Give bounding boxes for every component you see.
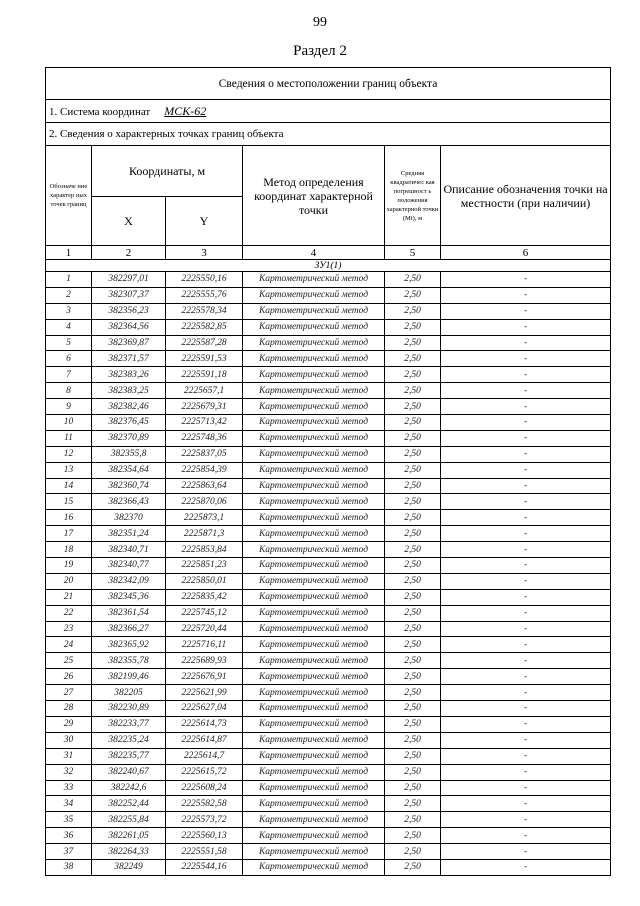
- cell-y: 2225745,12: [166, 605, 243, 621]
- cell-point-number: 10: [46, 415, 92, 431]
- cell-accuracy: 2,50: [385, 716, 441, 732]
- group-label: ЗУ1(1): [46, 260, 611, 272]
- cell-method: Картометрический метод: [243, 303, 385, 319]
- cell-y: 2225560,13: [166, 828, 243, 844]
- cell-point-number: 37: [46, 844, 92, 860]
- cell-y: 2225591,53: [166, 351, 243, 367]
- cell-x: 382366,27: [92, 621, 166, 637]
- cell-description: -: [441, 510, 611, 526]
- coordinate-system-label: 1. Система координат: [49, 105, 151, 118]
- cell-x: 382261,05: [92, 828, 166, 844]
- cell-point-number: 33: [46, 780, 92, 796]
- cell-method: Картометрический метод: [243, 367, 385, 383]
- header-point-designation: Обозначе ние характер ных точек границ: [46, 146, 92, 246]
- cell-y: 2225627,04: [166, 701, 243, 717]
- cell-x: 382351,24: [92, 526, 166, 542]
- header-method: Метод определения координат характерной точки: [243, 146, 385, 246]
- cell-method: Картометрический метод: [243, 637, 385, 653]
- cell-method: Картометрический метод: [243, 844, 385, 860]
- table-row: [46, 383, 611, 399]
- cell-method: Картометрический метод: [243, 430, 385, 446]
- cell-description: -: [441, 859, 611, 875]
- section-title: Раздел 2: [293, 43, 347, 59]
- cell-point-number: 25: [46, 653, 92, 669]
- cell-x: 382235,24: [92, 732, 166, 748]
- cell-accuracy: 2,50: [385, 367, 441, 383]
- cell-description: -: [441, 526, 611, 542]
- cell-description: -: [441, 605, 611, 621]
- table-row: [46, 478, 611, 494]
- cell-x: 382383,26: [92, 367, 166, 383]
- cell-x: 382307,37: [92, 287, 166, 303]
- cell-accuracy: 2,50: [385, 780, 441, 796]
- cell-description: -: [441, 732, 611, 748]
- table-row: [46, 542, 611, 558]
- cell-point-number: 32: [46, 764, 92, 780]
- table-row: [46, 589, 611, 605]
- cell-method: Картометрический метод: [243, 812, 385, 828]
- cell-accuracy: 2,50: [385, 494, 441, 510]
- group-row: [46, 260, 611, 272]
- cell-description: -: [441, 272, 611, 288]
- cell-x: 382355,8: [92, 446, 166, 462]
- cell-accuracy: 2,50: [385, 430, 441, 446]
- cell-accuracy: 2,50: [385, 542, 441, 558]
- cell-accuracy: 2,50: [385, 701, 441, 717]
- cell-y: 2225748,36: [166, 430, 243, 446]
- table-row: [46, 351, 611, 367]
- page-number: 99: [313, 15, 327, 30]
- table-row: [46, 287, 611, 303]
- cell-description: -: [441, 828, 611, 844]
- table-row: [46, 335, 611, 351]
- cell-point-number: 16: [46, 510, 92, 526]
- cell-method: Картометрический метод: [243, 478, 385, 494]
- cell-x: 382297,01: [92, 272, 166, 288]
- cell-point-number: 8: [46, 383, 92, 399]
- cell-description: -: [441, 812, 611, 828]
- cell-method: Картометрический метод: [243, 732, 385, 748]
- cell-point-number: 17: [46, 526, 92, 542]
- cell-y: 2225587,28: [166, 335, 243, 351]
- cell-point-number: 23: [46, 621, 92, 637]
- cell-point-number: 6: [46, 351, 92, 367]
- cell-description: -: [441, 780, 611, 796]
- table-row: [46, 510, 611, 526]
- cell-x: 382340,71: [92, 542, 166, 558]
- cell-x: 382242,6: [92, 780, 166, 796]
- cell-point-number: 18: [46, 542, 92, 558]
- cell-point-number: 38: [46, 859, 92, 875]
- table-row: [46, 430, 611, 446]
- cell-accuracy: 2,50: [385, 558, 441, 574]
- cell-x: 382233,77: [92, 716, 166, 732]
- cell-description: -: [441, 367, 611, 383]
- cell-method: Картометрический метод: [243, 621, 385, 637]
- cell-accuracy: 2,50: [385, 303, 441, 319]
- cell-x: 382205: [92, 685, 166, 701]
- cell-description: -: [441, 764, 611, 780]
- column-number: 4: [243, 246, 385, 260]
- cell-method: Картометрический метод: [243, 780, 385, 796]
- column-numbers-row: [46, 246, 611, 260]
- boundary-points-table: [45, 67, 611, 876]
- cell-point-number: 21: [46, 589, 92, 605]
- table-row: [46, 844, 611, 860]
- cell-point-number: 5: [46, 335, 92, 351]
- cell-x: 382356,23: [92, 303, 166, 319]
- coordinate-system-value: МСК-62: [164, 103, 207, 118]
- cell-accuracy: 2,50: [385, 669, 441, 685]
- cell-x: 382264,33: [92, 844, 166, 860]
- cell-y: 2225863,64: [166, 478, 243, 494]
- cell-method: Картометрический метод: [243, 653, 385, 669]
- cell-point-number: 15: [46, 494, 92, 510]
- cell-method: Картометрический метод: [243, 494, 385, 510]
- cell-y: 2225679,31: [166, 399, 243, 415]
- cell-accuracy: 2,50: [385, 272, 441, 288]
- coordinate-system-row: [46, 100, 611, 123]
- cell-point-number: 29: [46, 716, 92, 732]
- cell-point-number: 14: [46, 478, 92, 494]
- cell-y: 2225614,7: [166, 748, 243, 764]
- cell-y: 2225873,1: [166, 510, 243, 526]
- cell-point-number: 2: [46, 287, 92, 303]
- cell-accuracy: 2,50: [385, 764, 441, 780]
- cell-x: 382230,89: [92, 701, 166, 717]
- table-row: [46, 558, 611, 574]
- cell-y: 2225582,85: [166, 319, 243, 335]
- cell-y: 2225582,58: [166, 796, 243, 812]
- cell-description: -: [441, 287, 611, 303]
- cell-x: 382370: [92, 510, 166, 526]
- cell-accuracy: 2,50: [385, 287, 441, 303]
- cell-accuracy: 2,50: [385, 478, 441, 494]
- column-number: 5: [385, 246, 441, 260]
- cell-y: 2225551,58: [166, 844, 243, 860]
- cell-accuracy: 2,50: [385, 859, 441, 875]
- cell-y: 2225573,72: [166, 812, 243, 828]
- cell-description: -: [441, 621, 611, 637]
- cell-x: 382342,09: [92, 573, 166, 589]
- cell-point-number: 30: [46, 732, 92, 748]
- cell-point-number: 4: [46, 319, 92, 335]
- cell-description: -: [441, 573, 611, 589]
- table-row: [46, 621, 611, 637]
- cell-method: Картометрический метод: [243, 510, 385, 526]
- cell-method: Картометрический метод: [243, 589, 385, 605]
- cell-x: 382370,89: [92, 430, 166, 446]
- table-row: [46, 796, 611, 812]
- table-row: [46, 526, 611, 542]
- cell-method: Картометрический метод: [243, 748, 385, 764]
- cell-y: 2225854,39: [166, 462, 243, 478]
- cell-accuracy: 2,50: [385, 573, 441, 589]
- cell-description: -: [441, 494, 611, 510]
- cell-method: Картометрический метод: [243, 446, 385, 462]
- cell-accuracy: 2,50: [385, 415, 441, 431]
- cell-description: -: [441, 685, 611, 701]
- table-row: [46, 828, 611, 844]
- cell-x: 382383,25: [92, 383, 166, 399]
- cell-description: -: [441, 478, 611, 494]
- table-row: [46, 701, 611, 717]
- cell-method: Картометрический метод: [243, 685, 385, 701]
- cell-description: -: [441, 653, 611, 669]
- cell-x: 382376,45: [92, 415, 166, 431]
- table-body: [46, 68, 611, 876]
- cell-description: -: [441, 669, 611, 685]
- cell-y: 2225615,72: [166, 764, 243, 780]
- cell-x: 382255,84: [92, 812, 166, 828]
- cell-accuracy: 2,50: [385, 812, 441, 828]
- cell-y: 2225608,24: [166, 780, 243, 796]
- cell-point-number: 35: [46, 812, 92, 828]
- cell-method: Картометрический метод: [243, 462, 385, 478]
- cell-method: Картометрический метод: [243, 701, 385, 717]
- cell-method: Картометрический метод: [243, 383, 385, 399]
- cell-accuracy: 2,50: [385, 383, 441, 399]
- cell-description: -: [441, 796, 611, 812]
- cell-point-number: 12: [46, 446, 92, 462]
- cell-description: -: [441, 383, 611, 399]
- cell-accuracy: 2,50: [385, 335, 441, 351]
- cell-x: 382249: [92, 859, 166, 875]
- cell-point-number: 28: [46, 701, 92, 717]
- cell-point-number: 36: [46, 828, 92, 844]
- table-row: [46, 367, 611, 383]
- table-banner: Сведения о местоположении границ объекта: [46, 68, 611, 100]
- cell-y: 2225614,87: [166, 732, 243, 748]
- cell-method: Картометрический метод: [243, 573, 385, 589]
- table-row: [46, 605, 611, 621]
- cell-description: -: [441, 589, 611, 605]
- cell-point-number: 11: [46, 430, 92, 446]
- cell-y: 2225713,42: [166, 415, 243, 431]
- cell-y: 2225676,91: [166, 669, 243, 685]
- points-section-label: 2. Сведения о характерных точках границ объекта: [46, 123, 611, 146]
- cell-description: -: [441, 399, 611, 415]
- cell-point-number: 34: [46, 796, 92, 812]
- cell-x: 382361,54: [92, 605, 166, 621]
- cell-accuracy: 2,50: [385, 526, 441, 542]
- cell-y: 2225850,01: [166, 573, 243, 589]
- cell-y: 2225689,93: [166, 653, 243, 669]
- header-x: X: [92, 197, 166, 246]
- cell-point-number: 13: [46, 462, 92, 478]
- cell-accuracy: 2,50: [385, 399, 441, 415]
- column-number: 1: [46, 246, 92, 260]
- cell-accuracy: 2,50: [385, 828, 441, 844]
- cell-accuracy: 2,50: [385, 653, 441, 669]
- cell-method: Картометрический метод: [243, 764, 385, 780]
- table-row: [46, 272, 611, 288]
- table-row: [46, 716, 611, 732]
- cell-description: -: [441, 446, 611, 462]
- cell-y: 2225853,84: [166, 542, 243, 558]
- cell-accuracy: 2,50: [385, 621, 441, 637]
- cell-description: -: [441, 716, 611, 732]
- cell-y: 2225870,06: [166, 494, 243, 510]
- cell-point-number: 7: [46, 367, 92, 383]
- cell-y: 2225837,05: [166, 446, 243, 462]
- cell-method: Картометрический метод: [243, 558, 385, 574]
- cell-y: 2225550,16: [166, 272, 243, 288]
- cell-description: -: [441, 430, 611, 446]
- table-row: [46, 732, 611, 748]
- header-accuracy: Средняя квадратичес кая погрешност ь положения характерной точки (Mt), м: [385, 146, 441, 246]
- table-row: [46, 573, 611, 589]
- table-row: [46, 399, 611, 415]
- cell-accuracy: 2,50: [385, 462, 441, 478]
- cell-description: -: [441, 844, 611, 860]
- cell-accuracy: 2,50: [385, 605, 441, 621]
- cell-method: Картометрический метод: [243, 796, 385, 812]
- cell-y: 2225720,44: [166, 621, 243, 637]
- cell-description: -: [441, 637, 611, 653]
- cell-x: 382365,92: [92, 637, 166, 653]
- cell-description: -: [441, 748, 611, 764]
- cell-method: Картометрический метод: [243, 542, 385, 558]
- cell-point-number: 20: [46, 573, 92, 589]
- table-row: [46, 415, 611, 431]
- cell-y: 2225835,42: [166, 589, 243, 605]
- cell-x: 382199,46: [92, 669, 166, 685]
- table-row: [46, 303, 611, 319]
- cell-y: 2225621,99: [166, 685, 243, 701]
- cell-accuracy: 2,50: [385, 510, 441, 526]
- cell-method: Картометрический метод: [243, 287, 385, 303]
- cell-x: 382355,78: [92, 653, 166, 669]
- table-row: [46, 446, 611, 462]
- cell-accuracy: 2,50: [385, 748, 441, 764]
- cell-description: -: [441, 701, 611, 717]
- header-y: Y: [166, 197, 243, 246]
- cell-method: Картометрический метод: [243, 319, 385, 335]
- cell-y: 2225544,16: [166, 859, 243, 875]
- cell-description: -: [441, 335, 611, 351]
- cell-point-number: 31: [46, 748, 92, 764]
- cell-point-number: 3: [46, 303, 92, 319]
- table-row: [46, 319, 611, 335]
- table-row: [46, 653, 611, 669]
- cell-accuracy: 2,50: [385, 732, 441, 748]
- cell-method: Картометрический метод: [243, 335, 385, 351]
- cell-y: 2225851,23: [166, 558, 243, 574]
- cell-x: 382364,56: [92, 319, 166, 335]
- header-description: Описание обозначения точки на местности (при наличии): [441, 146, 611, 246]
- cell-x: 382340,77: [92, 558, 166, 574]
- cell-description: -: [441, 462, 611, 478]
- cell-y: 2225578,34: [166, 303, 243, 319]
- cell-x: 382366,43: [92, 494, 166, 510]
- cell-accuracy: 2,50: [385, 796, 441, 812]
- cell-x: 382354,64: [92, 462, 166, 478]
- cell-x: 382240,67: [92, 764, 166, 780]
- table-row: [46, 669, 611, 685]
- cell-accuracy: 2,50: [385, 446, 441, 462]
- cell-x: 382360,74: [92, 478, 166, 494]
- cell-accuracy: 2,50: [385, 844, 441, 860]
- cell-point-number: 24: [46, 637, 92, 653]
- cell-y: 2225657,1: [166, 383, 243, 399]
- header-coordinates: Координаты, м: [92, 146, 243, 197]
- table-row: [46, 812, 611, 828]
- cell-method: Картометрический метод: [243, 828, 385, 844]
- table-row: [46, 748, 611, 764]
- cell-x: 382371,57: [92, 351, 166, 367]
- column-number: 3: [166, 246, 243, 260]
- cell-y: 2225555,76: [166, 287, 243, 303]
- cell-accuracy: 2,50: [385, 319, 441, 335]
- cell-accuracy: 2,50: [385, 351, 441, 367]
- table-row: [46, 685, 611, 701]
- table-row: [46, 764, 611, 780]
- cell-description: -: [441, 351, 611, 367]
- cell-point-number: 26: [46, 669, 92, 685]
- table-row: [46, 637, 611, 653]
- cell-point-number: 19: [46, 558, 92, 574]
- cell-description: -: [441, 542, 611, 558]
- cell-point-number: 27: [46, 685, 92, 701]
- cell-method: Картометрический метод: [243, 859, 385, 875]
- cell-description: -: [441, 319, 611, 335]
- column-number: 2: [92, 246, 166, 260]
- cell-accuracy: 2,50: [385, 589, 441, 605]
- table-row: [46, 859, 611, 875]
- cell-method: Картометрический метод: [243, 669, 385, 685]
- cell-method: Картометрический метод: [243, 526, 385, 542]
- cell-description: -: [441, 303, 611, 319]
- cell-y: 2225614,73: [166, 716, 243, 732]
- cell-x: 382345,36: [92, 589, 166, 605]
- table-row: [46, 462, 611, 478]
- cell-y: 2225716,11: [166, 637, 243, 653]
- cell-point-number: 22: [46, 605, 92, 621]
- cell-description: -: [441, 558, 611, 574]
- cell-x: 382235,77: [92, 748, 166, 764]
- table-row: [46, 494, 611, 510]
- cell-method: Картометрический метод: [243, 415, 385, 431]
- column-number: 6: [441, 246, 611, 260]
- cell-method: Картометрический метод: [243, 399, 385, 415]
- cell-x: 382369,87: [92, 335, 166, 351]
- cell-description: -: [441, 415, 611, 431]
- cell-x: 382382,46: [92, 399, 166, 415]
- cell-x: 382252,44: [92, 796, 166, 812]
- cell-y: 2225591,18: [166, 367, 243, 383]
- cell-y: 2225871,3: [166, 526, 243, 542]
- cell-method: Картометрический метод: [243, 351, 385, 367]
- cell-accuracy: 2,50: [385, 637, 441, 653]
- table-row: [46, 780, 611, 796]
- cell-accuracy: 2,50: [385, 685, 441, 701]
- cell-method: Картометрический метод: [243, 272, 385, 288]
- cell-method: Картометрический метод: [243, 716, 385, 732]
- cell-point-number: 1: [46, 272, 92, 288]
- cell-point-number: 9: [46, 399, 92, 415]
- cell-method: Картометрический метод: [243, 605, 385, 621]
